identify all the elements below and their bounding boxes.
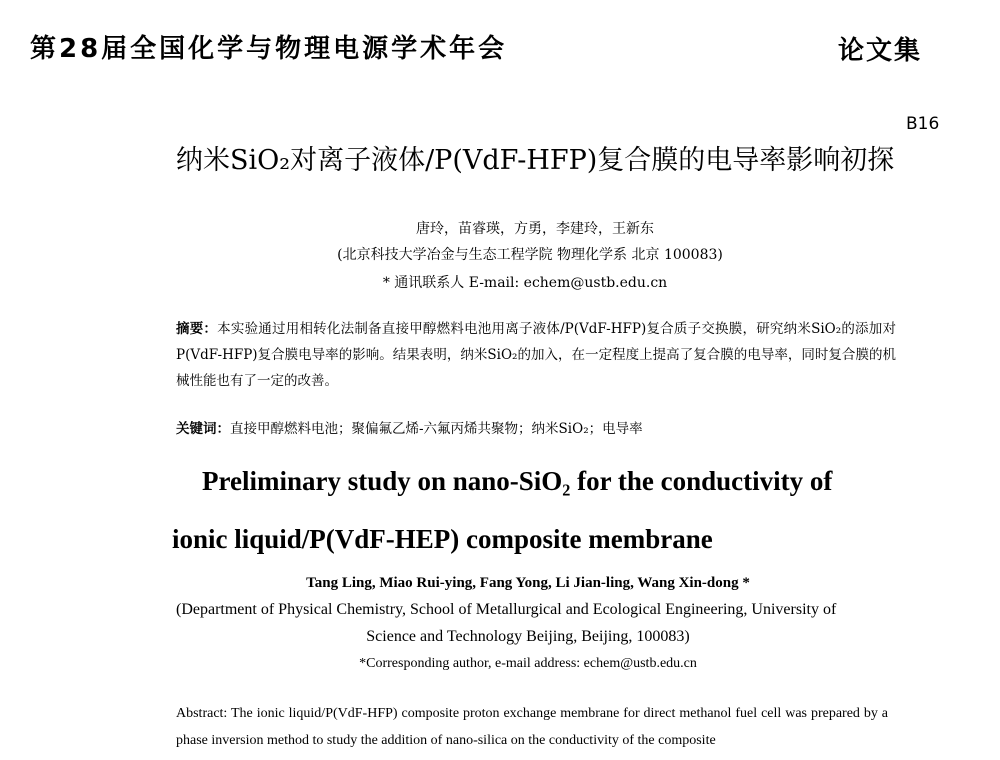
- chinese-title: 纳米SiO₂对离子液体/P(VdF-HFP)复合膜的电导率影响初探: [176, 145, 895, 176]
- conference-header: 第28届全国化学与物理电源学术年会: [30, 34, 508, 64]
- chinese-abstract-text: 本实验通过用相转化法制备直接甲醇燃料电池用离子液体/P(VdF-HFP)复合质子交换膜，研究纳米SiO₂的添加对P(VdF-HFP)复合膜电导率的影响。结果表明，纳米SiO₂的加入，在一定程度上提高了复合膜的电导率，同时复合膜的机械性能也有了一定的改善。: [176, 321, 896, 389]
- chinese-corresponding: * 通讯联系人 E-mail: echem@ustb.edu.cn: [382, 275, 668, 291]
- paper-code: B16: [906, 114, 940, 134]
- chinese-abstract-label: 摘要：: [176, 321, 218, 337]
- chinese-keywords-label: 关键词：: [176, 421, 230, 437]
- english-abstract: Abstract: The ionic liquid/P(VdF-HFP) composite proton exchange membrane for direct methanol fuel cell was prepared by a phase inversion method to study the addition of nano-silica on the conductivity of the composite: [176, 706, 888, 748]
- english-authors: Tang Ling, Miao Rui-ying, Fang Yong, Li Jian-ling, Wang Xin-dong *: [306, 575, 750, 591]
- chinese-affiliation: (北京科技大学冶金与生态工程学院 物理化学系 北京 100083): [337, 247, 723, 263]
- chinese-abstract: [176, 316, 896, 394]
- chinese-keywords: [176, 417, 643, 437]
- english-corresponding: *Corresponding author, e-mail address: echem@ustb.edu.cn: [359, 656, 697, 671]
- english-affiliation-line2: Science and Technology Beijing, Beijing, 100083): [366, 628, 690, 645]
- proceedings-label: 论文集: [838, 36, 923, 66]
- english-title-line2: ionic liquid/P(VdF-HEP) composite membrane: [172, 524, 713, 554]
- english-affiliation-line1: (Department of Physical Chemistry, School of Metallurgical and Ecological Engineering, University of: [176, 601, 837, 618]
- english-title-line1: Preliminary study on nano-SiO₂ for the conductivity of: [202, 466, 833, 496]
- chinese-keywords-text: 直接甲醇燃料电池；聚偏氟乙烯-六氟丙烯共聚物；纳米SiO₂；电导率: [230, 421, 643, 437]
- chinese-authors: 唐玲，苗睿瑛，方勇，李建玲，王新东: [416, 221, 654, 237]
